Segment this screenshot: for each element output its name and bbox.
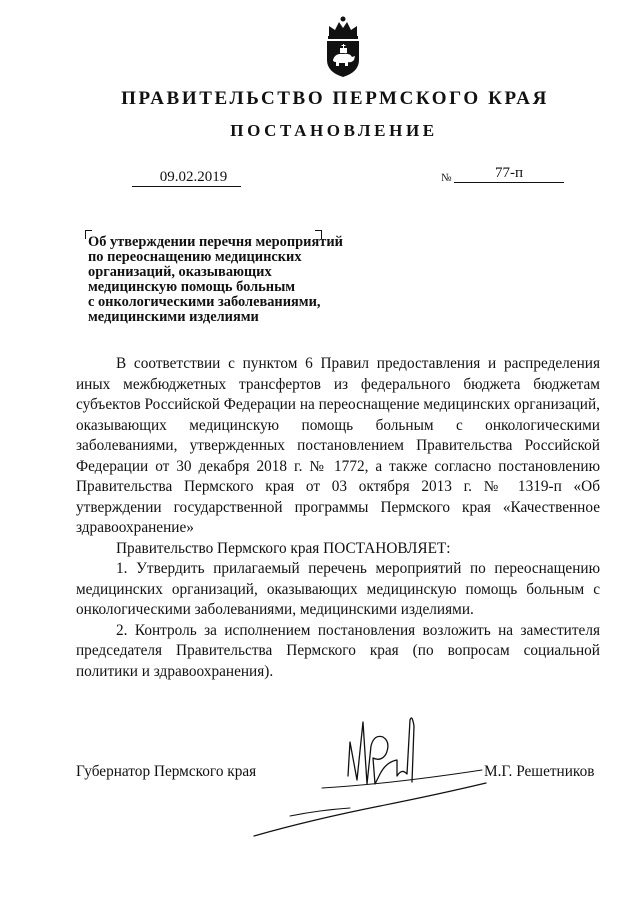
resolves-paragraph: Правительство Пермского края ПОСТАНОВЛЯЕТ: <box>116 539 451 557</box>
item-1-paragraph: 1. Утвердить прилагаемый перечень мероприятий по переоснащению медицинских организаций, оказывающих медицинскую помощь больным с онкологическими заболеваниями, медицинскими изделиями. <box>76 560 600 618</box>
document-body <box>76 354 600 682</box>
signatory-name: М.Г. Решетников <box>484 763 595 780</box>
preamble-paragraph: В соответствии с пунктом 6 Правил предоставления и распределения иных межбюджетных трансфертов из федерального бюджета бюджетам субъектов Российской Федерации на переоснащение медицинских организаций, оказывающих медицинскую помощь больным с онкологическими заболеваниями, утвержденных постановлением Правительства Российской Федерации от 30 декабря 2018 г. № 1772, а также согласно постановлению Правительства Пермского края от 03 октября 2013 г. № 1319-п «Об утверждении государственной программы Пермского края «Качественное здравоохранение» <box>76 355 601 536</box>
coat-of-arms-emblem <box>321 14 365 78</box>
subject-line: по переоснащению медицинских <box>88 248 302 265</box>
subject-line: с онкологическими заболеваниями, <box>88 293 321 310</box>
document-subject <box>88 235 388 324</box>
document-type: ПОСТАНОВЛЕНИЕ <box>230 121 438 140</box>
subject-line: медицинскими изделиями <box>88 308 259 325</box>
subject-line: медицинскую помощь больным <box>88 278 296 295</box>
item-2-paragraph: 2. Контроль за исполнением постановления возложить на заместителя председателя Правительства Пермского края (по вопросам социальной политики и здравоохранения). <box>76 621 600 680</box>
document-date: 09.02.2019 <box>132 169 241 187</box>
signatory-position: Губернатор Пермского края <box>76 763 257 780</box>
government-title: ПРАВИТЕЛЬСТВО ПЕРМСКОГО КРАЯ <box>121 88 549 109</box>
subject-line: Об утверждении перечня мероприятий <box>88 234 343 250</box>
document-number: 77-п <box>454 165 564 183</box>
subject-line: организаций, оказывающих <box>88 263 272 280</box>
handwritten-signature <box>250 690 490 840</box>
number-label: № <box>441 172 452 184</box>
